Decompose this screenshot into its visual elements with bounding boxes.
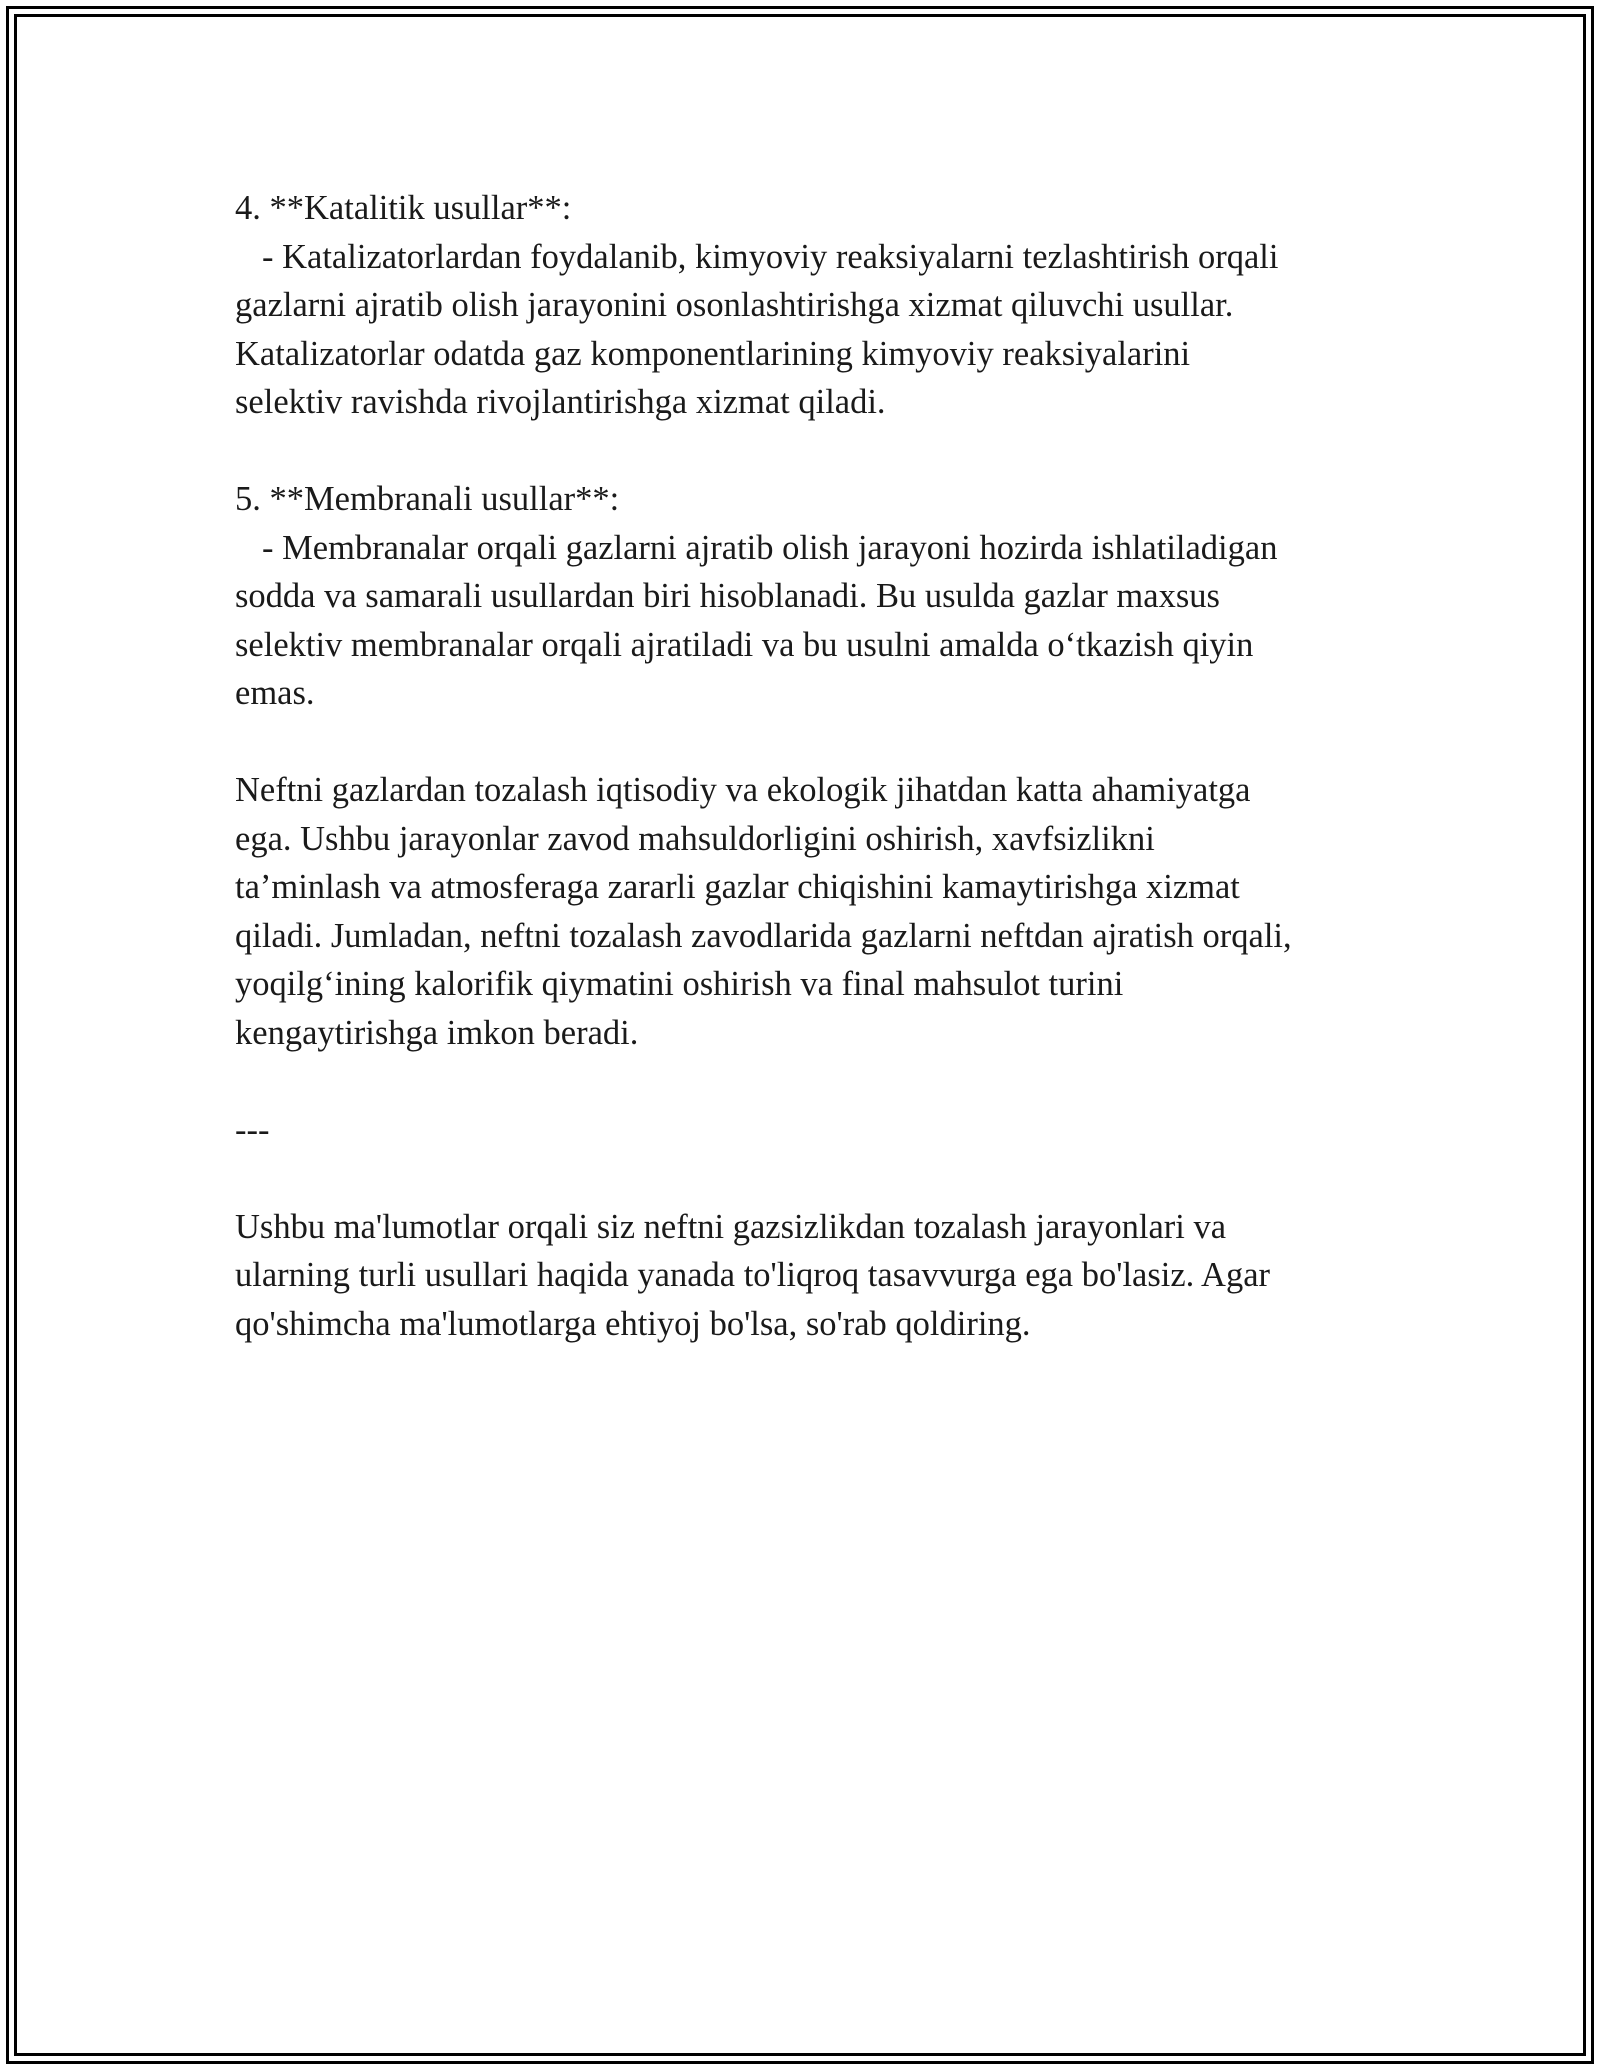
paragraph-gap [235,718,1375,767]
paragraph-line: - Membranalar orqali gazlarni ajratib olish jarayoni hozirda ishlatiladigan [262,528,1278,567]
paragraph-line: ega. Ushbu jarayonlar zavod mahsuldorligini oshirish, xavfsizlikni [235,819,1155,858]
paragraph-gap [235,427,1375,476]
paragraph-line: - Katalizatorlardan foydalanib, kimyoviy reaksiyalarni tezlashtirish orqali [262,237,1279,276]
paragraph-line: qiladi. Jumladan, neftni tozalash zavodlarida gazlarni neftdan ajratish orqali, [235,916,1292,955]
paragraph-line: qo'shimcha ma'lumotlarga ehtiyoj bo'lsa, so'rab qoldiring. [235,1304,1031,1343]
document-body [235,184,1375,1348]
closing-paragraph [235,1203,1375,1349]
paragraph-line: sodda va samarali usullardan biri hisoblanadi. Bu usulda gazlar maxsus [235,577,1220,615]
section-heading: 5. **Membranali usullar**: [235,480,620,518]
paragraph-line: Ushbu ma'lumotlar orqali siz neftni gazsizlikdan tozalash jarayonlari va [235,1207,1227,1246]
paragraph-line: yoqilg‘ining kalorifik qiymatini oshirish va final mahsulot turini [235,965,1124,1003]
summary-paragraph [235,766,1375,1057]
paragraph-line: selektiv ravishda rivojlantirishga xizmat qiladi. [235,383,886,421]
paragraph-line: Neftni gazlardan tozalash iqtisodiy va ekologik jihatdan katta ahamiyatga [235,771,1251,809]
horizontal-separator: --- [235,1110,270,1149]
paragraph-line: selektiv membranalar orqali ajratiladi va bu usulni amalda o‘tkazish qiyin [235,625,1254,664]
paragraph-line: emas. [235,674,315,712]
paragraph-line: gazlarni ajratib olish jarayonini osonlashtirishga xizmat qiluvchi usullar. [235,286,1234,324]
section-catalytic-methods [235,184,1375,427]
paragraph-gap [235,1154,1375,1203]
paragraph-line: Katalizatorlar odatda gaz komponentlarining kimyoviy reaksiyalarini [235,334,1191,373]
paragraph-gap [235,1057,1375,1106]
paragraph-line: ularning turli usullari haqida yanada to'liqroq tasavvurga ega bo'lasiz. Agar [235,1256,1270,1294]
paragraph-line: kengaytirishga imkon beradi. [235,1013,639,1052]
section-heading: 4. **Katalitik usullar**: [235,189,572,227]
section-membrane-methods [235,475,1375,718]
paragraph-line: ta’minlash va atmosferaga zararli gazlar chiqishini kamaytirishga xizmat [235,868,1240,906]
